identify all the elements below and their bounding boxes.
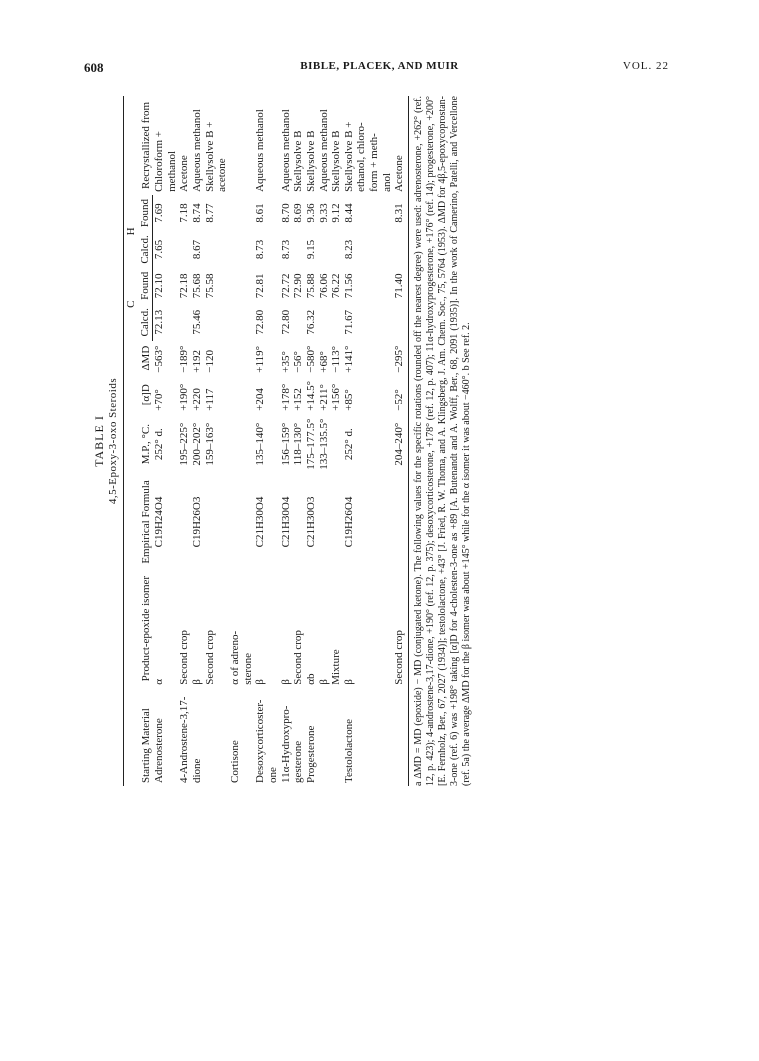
table-cell: 8.23: [342, 239, 355, 260]
table-cell: 76.06: [317, 273, 330, 299]
table-row: [242, 96, 255, 786]
running-title: BIBLE, PLACEK, AND MUIR: [300, 60, 459, 72]
table-cell: [267, 569, 280, 687]
table-cell: Aqueous methanol: [317, 109, 330, 192]
table-cell: [229, 414, 242, 475]
table-cell: [242, 688, 255, 786]
table-cell: 156–159°: [279, 422, 292, 466]
table-cell: 252° d.: [342, 428, 355, 461]
table-cell: [229, 268, 242, 304]
volume-label: VOL. 22: [622, 60, 669, 72]
table-cell: +190°: [178, 383, 191, 411]
table-cell: gesterone: [292, 740, 305, 783]
table-cell: [216, 569, 229, 687]
table-cell: 204–240°: [393, 414, 408, 475]
table-cell: C21H30O4: [279, 496, 292, 548]
table-cell: [216, 268, 229, 304]
table-cell: 195–225°: [178, 422, 191, 466]
table-cell: Second crop: [393, 569, 408, 687]
steroid-data-table: [123, 96, 409, 786]
table-cell: [242, 231, 255, 268]
table-cell: [355, 414, 368, 475]
table-cell: 72.18: [178, 273, 191, 299]
header-empirical-formula: Empirical Formula: [124, 474, 153, 569]
table-cell: [318, 688, 331, 786]
page-number: 608: [84, 60, 104, 75]
table-cell: [242, 376, 255, 414]
table-cell: [292, 231, 305, 268]
table-cell: [216, 304, 229, 341]
table-cell: Second crop: [292, 630, 305, 685]
table-cell: [229, 304, 242, 341]
table-cell: α of adreno-: [229, 630, 242, 685]
table-cell: anol: [380, 172, 393, 192]
table-cell: [381, 231, 394, 268]
table-cell: [267, 231, 280, 268]
table-cell: [178, 231, 191, 268]
table-cell: [318, 231, 331, 268]
table-cell: [393, 231, 408, 268]
table-cell: [216, 231, 229, 268]
header-starting-material: Starting Material: [124, 688, 153, 786]
table-cell: form + meth-: [368, 133, 381, 192]
table-cell: 72.10: [153, 273, 166, 299]
table-cell: [267, 376, 280, 414]
table-cell: αb: [304, 673, 317, 685]
table-cell: Skellysolve B: [292, 130, 305, 192]
table-cell: [242, 195, 255, 231]
table-cell: 75.68: [191, 273, 204, 299]
table-row: [305, 96, 318, 786]
table-cell: [166, 341, 179, 376]
header-delta-md: ΔMD: [124, 341, 153, 376]
table-cell: −189°: [178, 345, 191, 373]
table-cell: 8.70: [279, 203, 292, 223]
table-row: [318, 96, 331, 786]
table-cell: [178, 474, 191, 569]
table-cell: [166, 474, 179, 569]
table-cell: [178, 304, 191, 341]
table-cell: [381, 688, 394, 786]
table-cell: 252° d.: [152, 428, 165, 461]
table-cell: [242, 96, 255, 195]
table-cell: Second crop: [203, 630, 216, 685]
table-row: [216, 96, 229, 786]
table-cell: +14.5°: [304, 380, 317, 411]
table-cell: C19H26O4: [342, 496, 355, 548]
table-row: [368, 96, 381, 786]
table-cell: ethanol, chloro-: [355, 122, 368, 192]
table-cell: 75.88: [304, 273, 317, 299]
table-cell: [166, 376, 179, 414]
header-h-calcd: Calcd.: [138, 231, 153, 268]
table-cell: 175–177.5°: [304, 418, 317, 470]
table-cell: 72.81: [254, 273, 267, 299]
table-row: [280, 96, 293, 786]
table-cell: [216, 195, 229, 231]
table-cell: Aqueous methanol: [191, 109, 204, 192]
header-product-isomer: Product-epoxide isomer: [124, 569, 153, 687]
table-cell: [393, 688, 408, 786]
header-h-found: Found: [138, 195, 153, 231]
table-cell: 8.77: [203, 203, 216, 223]
table-cell: +220: [191, 388, 204, 411]
table-cell: Testololactone: [342, 719, 355, 783]
table-cell: 76.22: [330, 273, 343, 299]
table-cell: [166, 304, 179, 341]
table-cell: 8.69: [292, 203, 305, 223]
table-cell: [355, 569, 368, 687]
table-cell: [330, 414, 343, 475]
header-melting-point: M.P., °C.: [124, 414, 153, 475]
table-cell: C19H26O3: [191, 496, 204, 548]
table-cell: [355, 688, 368, 786]
table-cell: [166, 414, 179, 475]
table-cell: 11α-Hydroxypro-: [279, 705, 292, 783]
table-cell: [368, 304, 381, 341]
table-cell: +152: [292, 388, 305, 411]
table-cell: 7.69: [153, 203, 166, 223]
header-recrystallized: Recrystallized from: [124, 96, 153, 195]
table-cell: β: [279, 679, 292, 685]
table-cell: [368, 376, 381, 414]
table-footnote: a ΔMD = MD (epoxide) − MD (conjugated ketone). The following values for the specific rotations (rounded off the nearest degree) were used: adrenosterone, +262° (ref. 12, p. 423); 4-androstene-3,17-dione, +190° (ref. 12, p. 375); desoxycorticosterone, +178° (ref. 12, p. 407); 11α-hydroxyprogesterone, +176° (ref. 14); progesterone, +200° [E. Fernholz, Ber., 67, 2027 (1934)]; testololactone, +43° [J. Fried, R. W. Thoma, and A. Klingsberg, J. Am. Chem. Soc., 75, 5764 (1953). ΔMD for 4β,5-epoxycoprostan-3-one (ref. 6) was +198° taking [α]D for 4-cholesten-3-one as +89 [A. Butenandt and A. Wolff, Ber., 68, 2091 (1935)]. In the work of Camerino, Patelli, and Vercellone (ref. 5a) the average ΔMD for the β isomer was about +145° while for the α isomer it was about −460°. b See ref. 2.: [413, 96, 472, 786]
table-cell: [368, 231, 381, 268]
header-c-found: Found: [138, 268, 153, 304]
table-cell: +141°: [342, 345, 355, 373]
table-cell: 75.46: [191, 309, 204, 335]
table-cell: [368, 474, 381, 569]
table-cell: 9.12: [330, 203, 343, 223]
table-cell: +119°: [254, 346, 267, 373]
table-row: [178, 96, 191, 786]
table-cell: 135–140°: [254, 422, 267, 466]
table-row: [330, 96, 343, 786]
table-cell: Skellysolve B +: [342, 121, 355, 192]
table-cell: β: [191, 679, 204, 685]
table-cell: [242, 304, 255, 341]
table-cell: [381, 414, 394, 475]
table-cell: [216, 376, 229, 414]
table-cell: Cortisone: [229, 740, 242, 783]
table-row: [393, 96, 408, 786]
table-cell: Second crop: [178, 630, 191, 685]
table-cell: [330, 474, 343, 569]
table-cell: 8.67: [191, 239, 204, 260]
table-cell: [368, 195, 381, 231]
table-cell: sterone: [241, 653, 254, 685]
table-cell: [381, 569, 394, 687]
table-cell: Desoxycorticoster-: [254, 699, 267, 783]
header-carbon-group: C: [124, 268, 139, 341]
table-cell: Chloroform +: [152, 131, 165, 192]
table-cell: Acetone: [393, 96, 408, 195]
table-cell: [267, 304, 280, 341]
header-hydrogen-group: H: [124, 195, 139, 268]
table-row: [381, 96, 394, 786]
table-cell: [204, 304, 217, 341]
table-cell: [368, 688, 381, 786]
table-cell: [204, 688, 217, 786]
table-cell: 4-Androstene-3,17-: [178, 696, 191, 783]
table-cell: β: [342, 679, 355, 685]
table-cell: [330, 304, 343, 341]
table-row: [166, 96, 179, 786]
table-cell: Skellysolve B: [330, 130, 343, 192]
table-cell: [242, 268, 255, 304]
table-cell: Acetone: [178, 155, 191, 192]
table-cell: Mixture: [330, 649, 343, 685]
table-cell: [229, 96, 242, 195]
table-cell: [368, 341, 381, 376]
table-cell: [204, 231, 217, 268]
table-cell: Skellysolve B +: [203, 121, 216, 192]
table-cell: one: [266, 767, 279, 783]
table-cell: 72.80: [279, 309, 292, 335]
table-cell: [292, 304, 305, 341]
table-row: [153, 96, 166, 786]
table-cell: [267, 96, 280, 195]
table-cell: [355, 195, 368, 231]
table-subtitle: 4,5-Epoxy-3-oxo Steroids: [107, 377, 119, 505]
table-cell: [242, 474, 255, 569]
table-cell: −120: [203, 349, 216, 373]
table-cell: [166, 569, 179, 687]
table-cell: [355, 474, 368, 569]
table-cell: 76.32: [304, 309, 317, 335]
table-cell: 8.31: [393, 195, 408, 231]
table-row: [355, 96, 368, 786]
table-cell: +70°: [152, 389, 165, 411]
table-cell: [368, 268, 381, 304]
table-cell: 72.13: [153, 309, 166, 335]
table-cell: [216, 414, 229, 475]
table-cell: +192: [191, 349, 204, 373]
table-cell: [216, 688, 229, 786]
table-cell: β: [254, 679, 267, 685]
table-cell: [267, 195, 280, 231]
table-cell: [229, 195, 242, 231]
table-cell: β: [317, 679, 330, 685]
table-cell: −580°: [304, 345, 317, 373]
table-cell: [318, 304, 331, 341]
table-cell: [242, 414, 255, 475]
table-cell: 72.80: [254, 309, 267, 335]
table-cell: [318, 474, 331, 569]
table-cell: [229, 231, 242, 268]
table-cell: 72.90: [292, 273, 305, 299]
table-cell: 9.15: [304, 239, 317, 260]
table-cell: [368, 569, 381, 687]
table-cell: [216, 474, 229, 569]
table-cell: [267, 268, 280, 304]
table-cell: [229, 341, 242, 376]
table-cell: [166, 268, 179, 304]
table-cell: [204, 474, 217, 569]
table-cell: [166, 195, 179, 231]
table-cell: Skellysolve B: [304, 130, 317, 192]
header-c-calcd: Calcd.: [138, 304, 153, 341]
table-cell: [381, 376, 394, 414]
table-cell: 8.61: [254, 203, 267, 223]
table-cell: C21H30O4: [254, 496, 267, 548]
table-cell: +68°: [317, 351, 330, 373]
table-cell: 9.36: [304, 203, 317, 223]
table-cell: methanol: [165, 150, 178, 192]
table-cell: [166, 231, 179, 268]
table-cell: 75.58: [203, 273, 216, 299]
table-cell: −113°: [330, 346, 343, 373]
table-cell: 8.73: [254, 239, 267, 260]
table-cell: 7.18: [178, 203, 191, 223]
table-cell: −56°: [292, 351, 305, 373]
table-cell: 8.73: [279, 239, 292, 260]
table-cell: [393, 304, 408, 341]
table-cell: +178°: [279, 383, 292, 411]
table-cell: Progesterone: [304, 725, 317, 783]
table-cell: [355, 231, 368, 268]
table-cell: +35°: [279, 351, 292, 373]
table-cell: 159–163°: [203, 422, 216, 466]
table-cell: −563°: [152, 345, 165, 373]
table-cell: acetone: [216, 158, 229, 192]
table-cell: [330, 688, 343, 786]
table-cell: α: [152, 679, 165, 685]
table-cell: −295°: [393, 341, 408, 376]
table-cell: 71.67: [342, 309, 355, 335]
table-cell: [355, 341, 368, 376]
table-cell: [355, 268, 368, 304]
table-cell: [355, 376, 368, 414]
table-cell: 71.40: [393, 268, 408, 304]
table-cell: +85°: [342, 389, 355, 411]
table-cell: [381, 195, 394, 231]
table-cell: +211°: [317, 384, 330, 411]
table-cell: [166, 688, 179, 786]
table-caption: TABLE I: [92, 415, 106, 467]
table-cell: [242, 341, 255, 376]
table-cell: [330, 231, 343, 268]
table-cell: −52°: [393, 376, 408, 414]
table-cell: 71.56: [342, 273, 355, 299]
header-specific-rotation: [α]D: [124, 376, 153, 414]
table-cell: [381, 304, 394, 341]
table-row: [204, 96, 217, 786]
table-cell: 118–130°: [292, 422, 305, 466]
table-cell: Aqueous methanol: [279, 109, 292, 192]
table-body: [153, 96, 409, 786]
table-row: [343, 96, 356, 786]
table-cell: +156°: [330, 383, 343, 411]
table-cell: 72.72: [279, 273, 292, 299]
table-cell: [267, 414, 280, 475]
table-row: [267, 96, 280, 786]
table-cell: 7.65: [153, 239, 166, 260]
table-cell: [229, 474, 242, 569]
table-cell: [216, 341, 229, 376]
table-cell: Aqueous methanol: [254, 109, 267, 192]
table-cell: 9.33: [317, 203, 330, 223]
table-cell: dione: [191, 758, 204, 783]
table-cell: [267, 474, 280, 569]
table-cell: [381, 341, 394, 376]
table-cell: +117: [203, 388, 216, 411]
table-row: [191, 96, 204, 786]
table-cell: [229, 376, 242, 414]
table-cell: 8.44: [342, 203, 355, 223]
table-cell: +204: [254, 388, 267, 411]
table-cell: [381, 268, 394, 304]
table-cell: Adrenosterone: [152, 718, 165, 783]
rotated-table-block: [84, 96, 564, 786]
table-cell: C19H24O4: [152, 496, 165, 548]
table-cell: C21H30O3: [304, 496, 317, 548]
table-cell: 8.74: [191, 203, 204, 223]
table-row: [229, 96, 242, 786]
table-cell: [368, 414, 381, 475]
table-cell: 133–135.5°: [317, 418, 330, 470]
table-cell: [267, 341, 280, 376]
table-cell: 200–202°: [191, 422, 204, 466]
table-cell: [292, 474, 305, 569]
table-row: [254, 96, 267, 786]
table-cell: [381, 474, 394, 569]
table-cell: [393, 474, 408, 569]
table-row: [292, 96, 305, 786]
table-cell: [355, 304, 368, 341]
